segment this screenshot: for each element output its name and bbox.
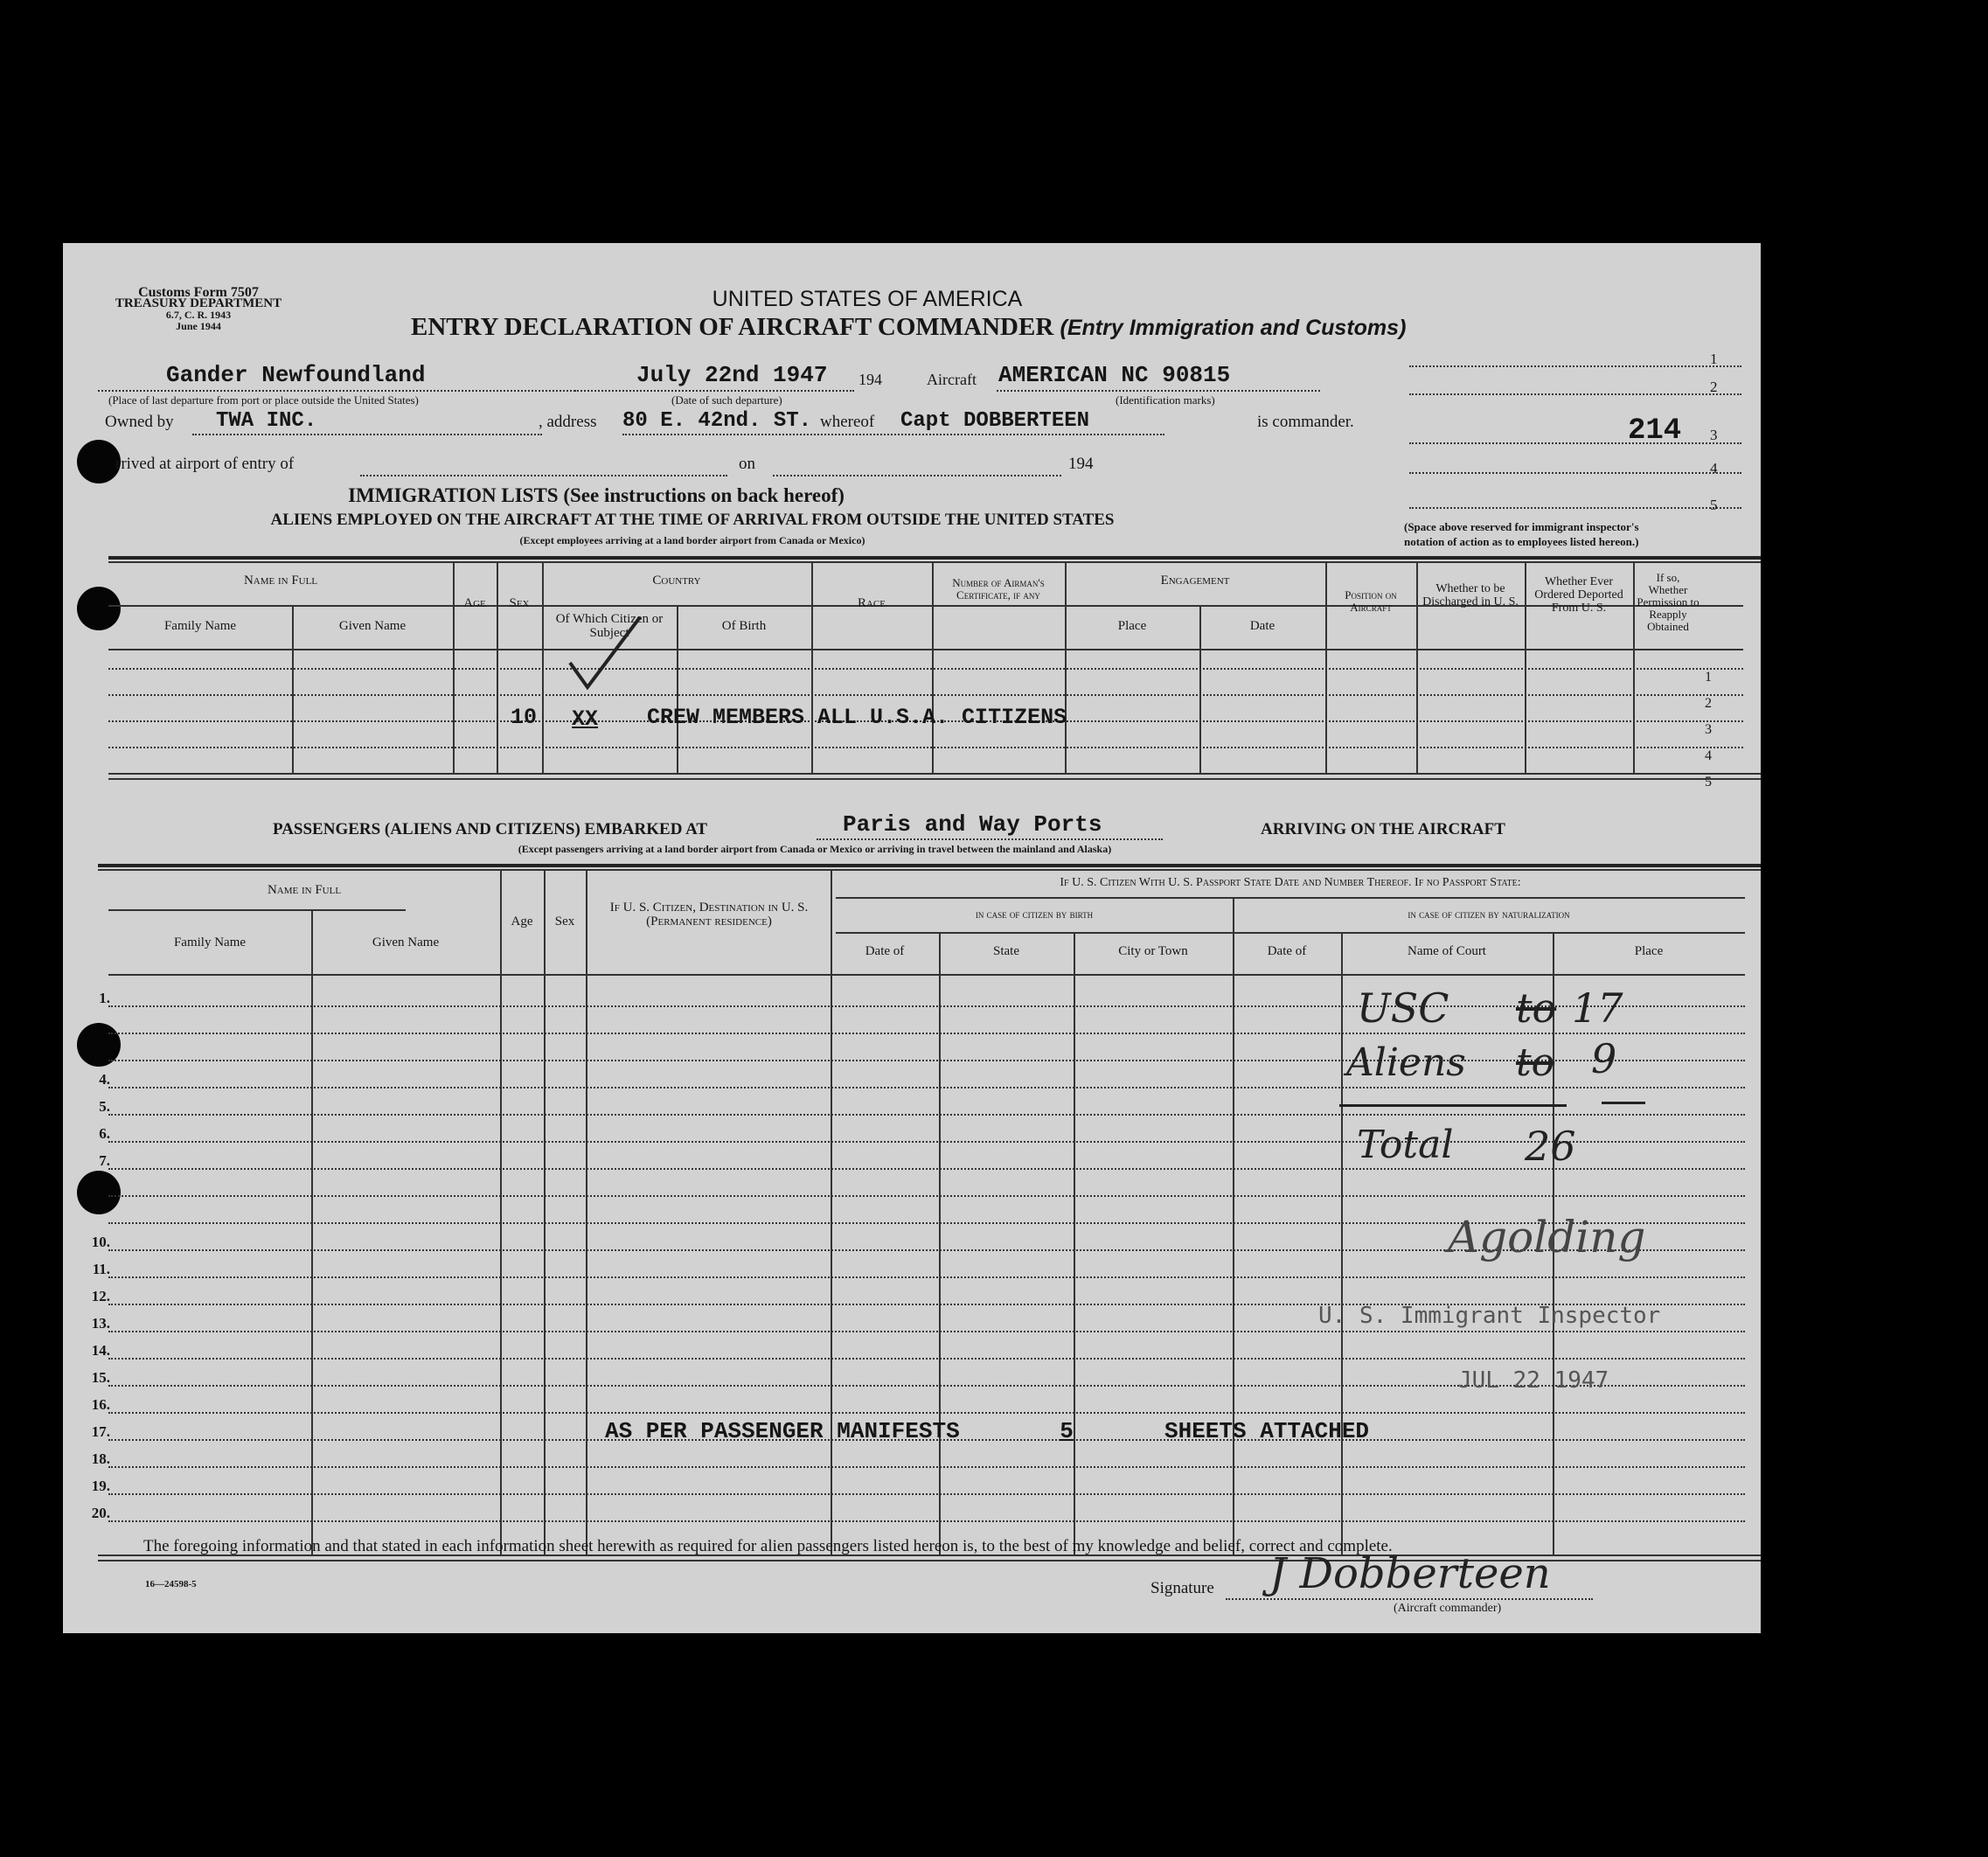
crew-header-discharged: Whether to be Discharged in U. S. [1422, 582, 1519, 609]
departure-place: Gander Newfoundland [166, 362, 426, 388]
commander-signature: J Dobberteen [1269, 1549, 1551, 1598]
pass-header-city: City or Town [1118, 944, 1188, 958]
country-heading: UNITED STATES OF AMERICA [712, 287, 1023, 311]
crew-header-position: Position on Aircraft [1345, 588, 1397, 614]
passenger-row-number: 15. [91, 1369, 110, 1386]
departure-date: July 22nd 1947 [636, 362, 828, 388]
form-title [411, 313, 1406, 342]
inspector-signature: Agolding [1448, 1212, 1646, 1262]
crew-header-given: Given Name [338, 619, 407, 633]
aliens-struck: to [1516, 1040, 1555, 1085]
passenger-row-number: 19. [91, 1478, 110, 1494]
punch-hole [77, 440, 121, 483]
inspector-number: 214 [1628, 414, 1682, 448]
pass-header-by-naturalization: in case of citizen by naturalization [1408, 908, 1570, 921]
signature-caption: (Aircraft commander) [1394, 1602, 1502, 1615]
form-id-block [98, 287, 299, 332]
passengers-label: PASSENGERS (ALIENS AND CITIZENS) EMBARKED AT [273, 820, 708, 838]
passenger-row-number: 10. [91, 1234, 110, 1250]
form-date: June 1944 [176, 320, 221, 332]
pass-header-family: Family Name [173, 935, 247, 949]
crew-note: CREW MEMBERS ALL U.S.A. CITIZENS [647, 705, 1067, 730]
checkmark-icon [553, 610, 692, 698]
passenger-row-number: 1. [99, 990, 110, 1006]
embarked-at: Paris and Way Ports [843, 811, 1102, 838]
signature-label: Signature [1150, 1579, 1214, 1597]
whereof-label: whereof [820, 413, 875, 431]
crew-header-sex: Sex [509, 596, 530, 610]
crew-header-race: Race [857, 596, 886, 610]
crew-header-place: Place [1117, 619, 1147, 633]
form-number: Customs Form 7507 [138, 285, 259, 300]
passenger-row-number: 14. [91, 1342, 110, 1359]
crew-row-number: 5 [1705, 775, 1712, 789]
form-title-main: ENTRY DECLARATION OF AIRCRAFT COMMANDER [411, 313, 1054, 341]
manifest-suffix: SHEETS ATTACHED [1164, 1418, 1370, 1444]
form-code: 16—24598-5 [145, 1579, 197, 1589]
passenger-row-number: 11. [92, 1261, 110, 1277]
pass-header-by-birth: in case of citizen by birth [975, 908, 1094, 921]
crew-header-engagement: Engagement [1160, 574, 1230, 588]
total-label: Total [1357, 1123, 1454, 1167]
passenger-row-number: 20. [91, 1505, 110, 1521]
crew-header-permission: If so, Whether Permission to Reapply Obtained [1637, 571, 1700, 633]
usc-value: 17 [1572, 984, 1623, 1032]
crew-header-name: Name in Full [243, 574, 318, 588]
inspector-caption-line: notation of action as to employees listed hereon.) [1404, 535, 1639, 548]
crew-header-citizen-of: Of Which Citizen or Subject [555, 612, 664, 640]
manifest-prefix: AS PER PASSENGER MANIFESTS [605, 1418, 960, 1444]
usc-struck: to [1516, 984, 1557, 1032]
aircraft-id: AMERICAN NC 90815 [998, 362, 1231, 388]
note-line-number: 5 [1710, 497, 1718, 513]
crew-count: 10 [511, 705, 538, 730]
pass-header-destination: If U. S. Citizen, Destination in U. S. (Permanent residence) [609, 901, 809, 928]
pass-header-date-of: Date of [865, 944, 905, 958]
passenger-row-number: 6. [99, 1125, 110, 1142]
aircraft-caption: (Identification marks) [1116, 393, 1215, 407]
crew-header-deported: Whether Ever Ordered Deported From U. S. [1534, 575, 1623, 615]
note-line-number: 2 [1710, 379, 1718, 395]
manifest-count: 5 [1060, 1418, 1074, 1444]
note-line-number: 1 [1710, 351, 1718, 367]
department: TREASURY DEPARTMENT [115, 296, 282, 310]
passenger-row-number: 12. [91, 1288, 110, 1304]
departure-date-caption: (Date of such departure) [671, 393, 782, 407]
crew-row-number: 1 [1705, 670, 1712, 685]
form-title-italic: (Entry Immigration and Customs) [1060, 316, 1407, 340]
pass-header-name: Name in Full [267, 883, 342, 897]
pass-header-age: Age [511, 915, 533, 928]
crew-header-date: Date [1249, 619, 1276, 633]
crew-row-number: 2 [1705, 696, 1712, 711]
regulation: 6.7, C. R. 1943 [165, 309, 232, 321]
pass-header-place: Place [1634, 944, 1664, 958]
departure-place-caption: (Place of last departure from port or place outside the United States) [108, 393, 419, 407]
passengers-arriving-label: ARRIVING ON THE AIRCRAFT [1261, 820, 1505, 838]
passenger-row-number: 5. [99, 1098, 110, 1115]
pass-header-court: Name of Court [1408, 944, 1486, 958]
inspector-caption [1404, 519, 1639, 549]
crew-row-number: 3 [1705, 722, 1712, 737]
passenger-row-number: 16. [91, 1396, 110, 1413]
departure-date-suffix: 194 [858, 371, 882, 388]
inspector-stamp-title: U. S. Immigrant Inspector [1318, 1303, 1661, 1329]
crew-header-country: Country [652, 574, 701, 588]
pass-header-sex: Sex [554, 915, 575, 928]
aliens-value: 9 [1591, 1035, 1617, 1082]
owner: TWA INC. [216, 409, 317, 433]
immigration-title: IMMIGRATION LISTS (See instructions on back hereof) [348, 484, 845, 506]
passenger-row-number: 13. [91, 1315, 110, 1332]
punch-hole [77, 1171, 121, 1214]
arrival-year-suffix: 194 [1068, 455, 1094, 473]
arrived-label: rrived at airport of entry of [115, 455, 295, 473]
note-line-number: 3 [1710, 427, 1718, 443]
arrival-on-label: on [739, 455, 755, 473]
immigration-note: (Except employees arriving at a land border airport from Canada or Mexico) [519, 534, 865, 546]
commander-suffix: is commander. [1257, 413, 1354, 431]
aliens-label: Aliens [1346, 1040, 1466, 1085]
pass-header-given: Given Name [372, 935, 440, 949]
crew-header-family: Family Name [163, 619, 237, 633]
note-line-number: 4 [1710, 460, 1718, 476]
crew-marks: XX [572, 706, 599, 732]
pass-header-state: State [993, 944, 1019, 958]
inspector-stamp-date: JUL 22 1947 [1458, 1367, 1609, 1394]
commander-name: Capt DOBBERTEEN [900, 409, 1090, 433]
aircraft-label: Aircraft [927, 371, 977, 388]
pass-header-date-of-2: Date of [1267, 944, 1307, 958]
address: 80 E. 42nd. ST. [622, 409, 812, 433]
declaration: The foregoing information and that stated in each information sheet herewith as required for alien passengers listed hereon is, to the best of my knowledge and belief, correct and complete. [143, 1537, 1393, 1555]
total-value: 26 [1525, 1123, 1576, 1170]
usc-label: USC [1357, 984, 1449, 1032]
pass-header-passport: If U. S. Citizen With U. S. Passport State Date and Number Thereof. If no Passport State: [1060, 876, 1521, 889]
passenger-row-number: 7. [99, 1152, 110, 1169]
passenger-row-number: 4. [99, 1071, 110, 1088]
address-label: , address [539, 413, 597, 431]
passenger-row-number: 17. [91, 1423, 110, 1440]
form-sheet [63, 243, 1761, 1633]
crew-row-number: 4 [1705, 748, 1712, 763]
passenger-row-number: 18. [91, 1450, 110, 1467]
crew-header-certificate: Number of Airman's Certificate, if any [952, 576, 1045, 602]
immigration-subtitle: ALIENS EMPLOYED ON THE AIRCRAFT AT THE TIME OF ARRIVAL FROM OUTSIDE THE UNITED STATES [270, 511, 1115, 529]
passengers-note: (Except passengers arriving at a land border airport from Canada or Mexico or arriving in travel between the mainland and Alaska) [518, 843, 1112, 855]
crew-header-age: Age [463, 596, 486, 610]
inspector-caption-line: (Space above reserved for immigrant inspector's [1404, 520, 1639, 533]
owned-by-label: Owned by [105, 413, 174, 431]
crew-header-of-birth: Of Birth [721, 619, 767, 633]
